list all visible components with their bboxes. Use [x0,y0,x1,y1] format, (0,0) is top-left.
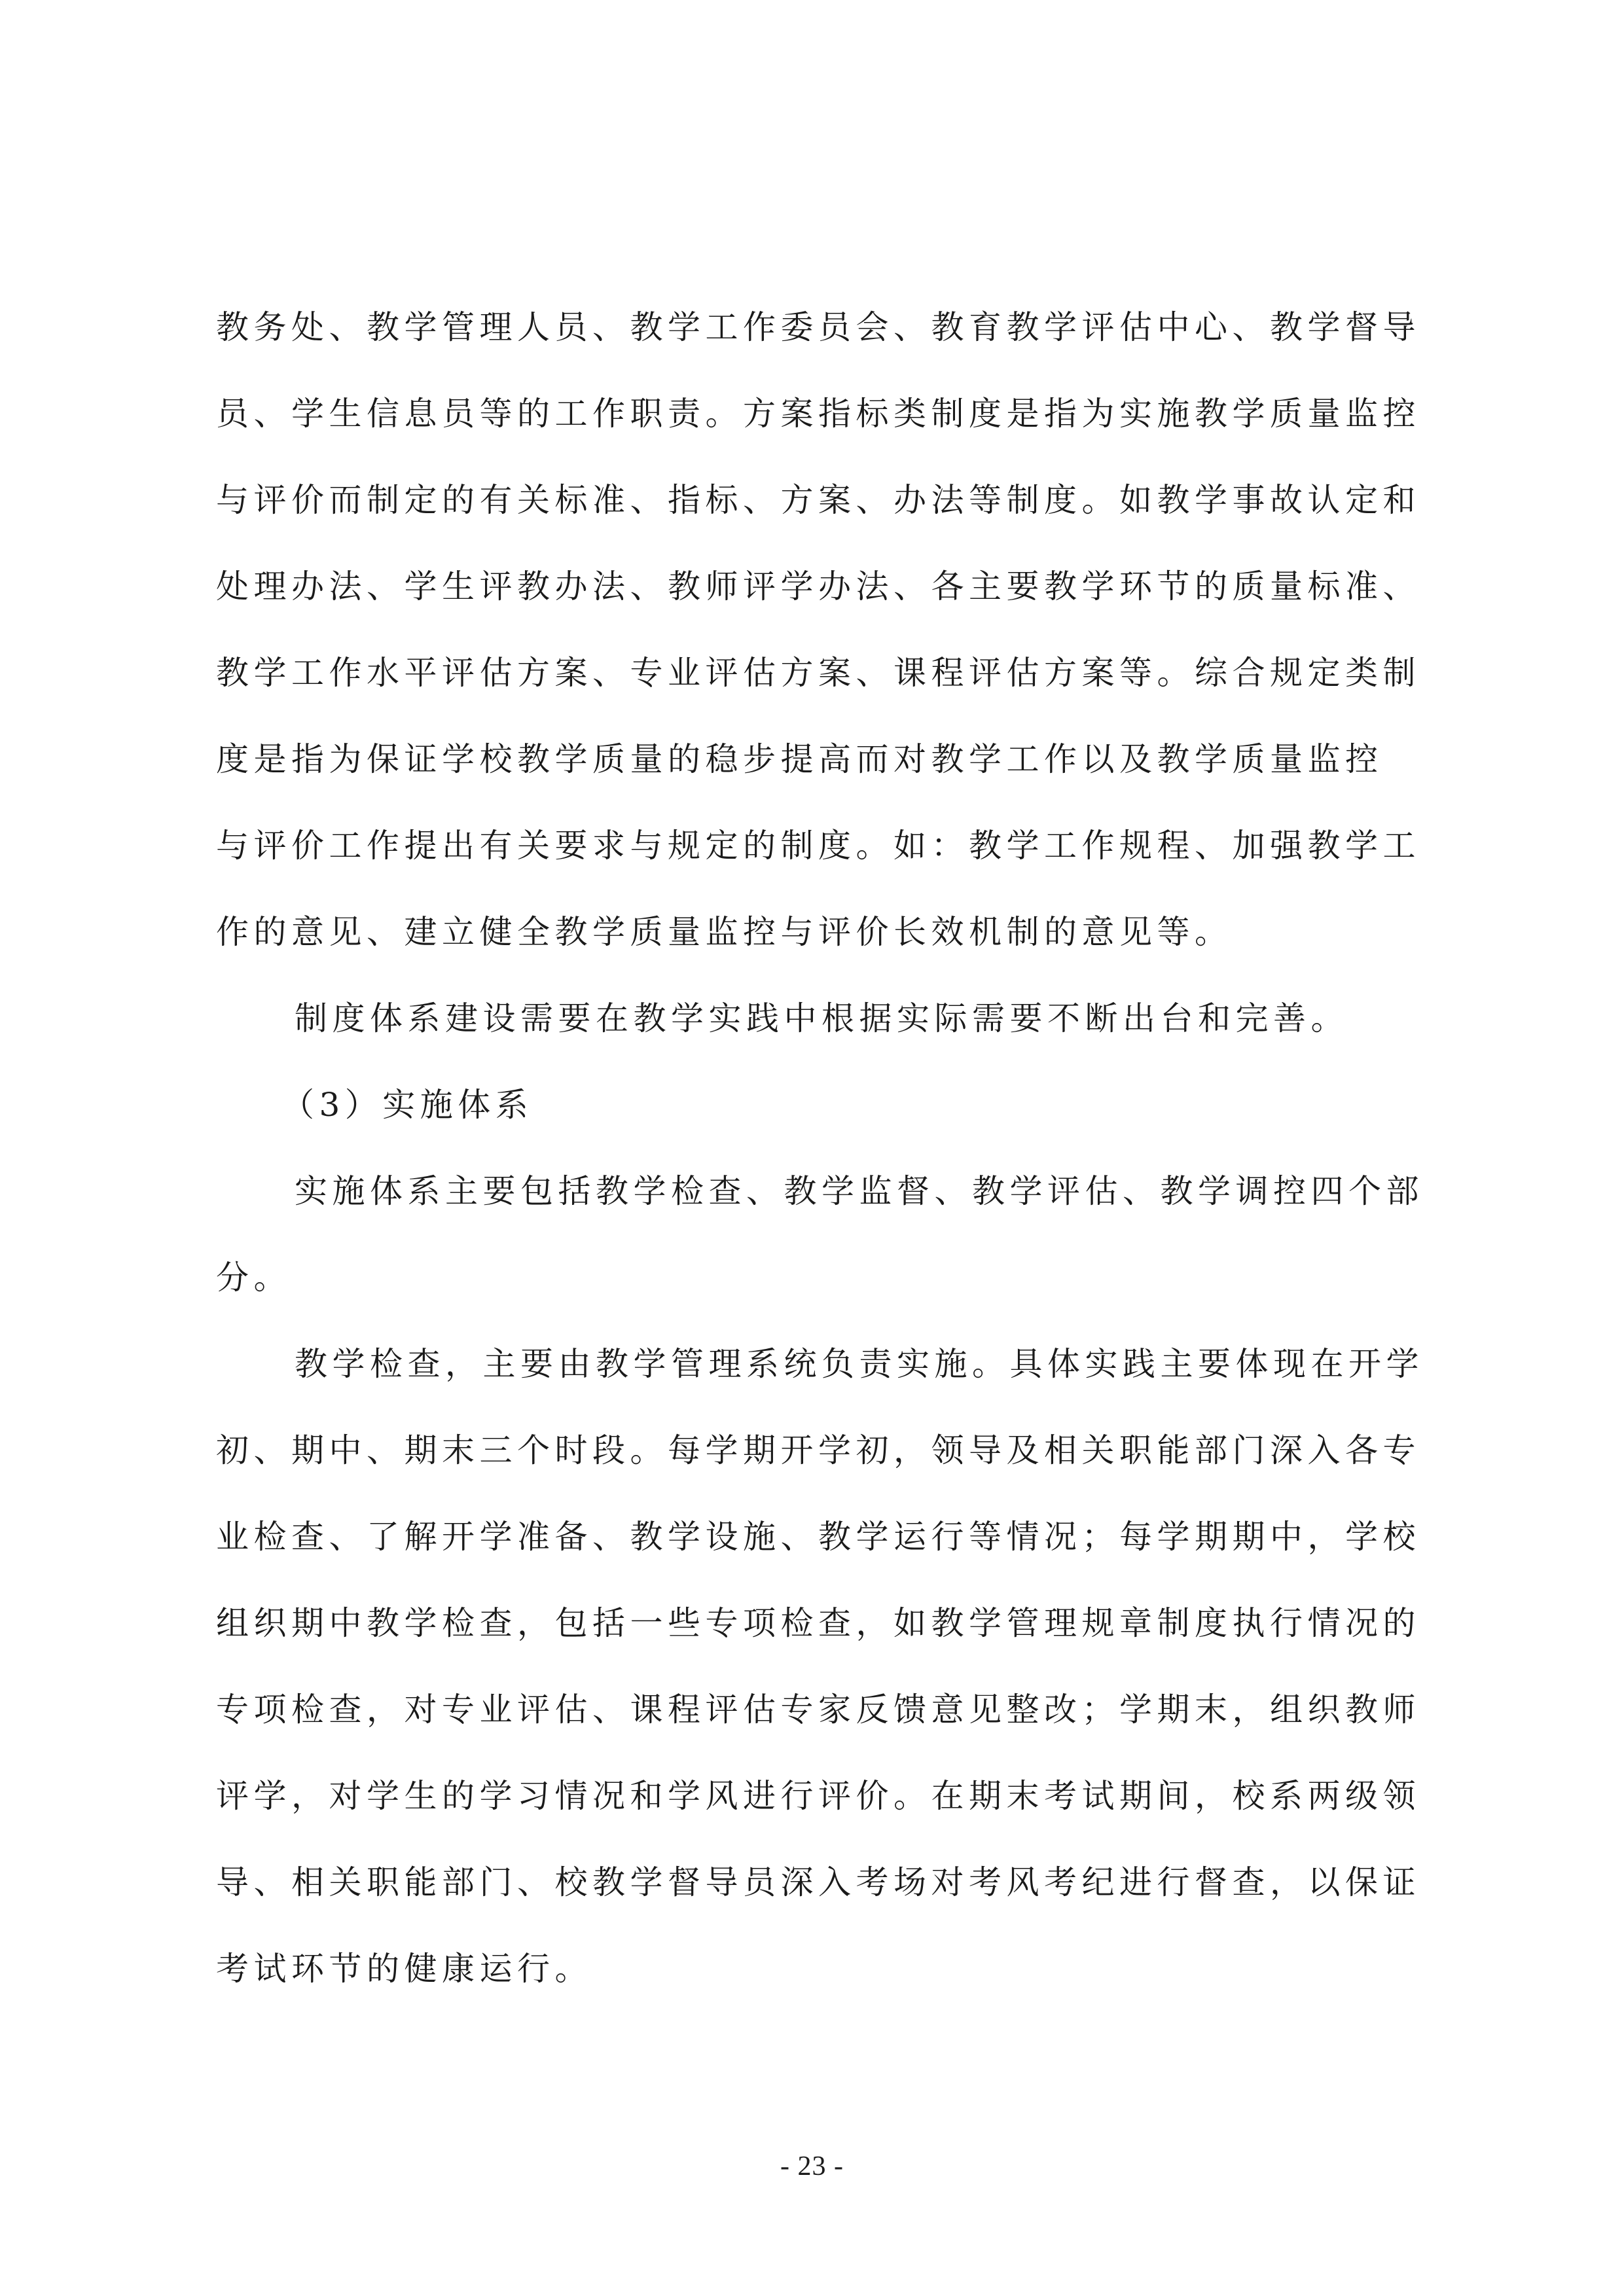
paragraph-1-line-1: 教务处、教学管理人员、教学工作委员会、教育教学评估中心、教学督导 [216,308,1420,346]
section-heading: （3）实施体系 [281,1086,533,1124]
paragraph-4-line-2: 初、期中、期末三个时段。每学期开学初，领导及相关职能部门深入各专 [216,1431,1420,1469]
paragraph-1-line-8: 作的意见、建立健全教学质量监控与评价长效机制的意见等。 [216,913,1233,951]
paragraph-2-line-1: 制度体系建设需要在教学实践中根据实际需要不断出台和完善。 [295,999,1348,1037]
paragraph-4-line-4: 组织期中教学检查，包括一些专项检查，如教学管理规章制度执行情况的 [216,1604,1420,1642]
paragraph-4-line-8: 考试环节的健康运行。 [216,1950,592,1988]
paragraph-1-line-5: 教学工作水平评估方案、专业评估方案、课程评估方案等。综合规定类制 [216,654,1420,692]
paragraph-1-line-3: 与评价而制定的有关标准、指标、方案、办法等制度。如教学事故认定和 [216,481,1420,519]
paragraph-1-line-4: 处理办法、学生评教办法、教师评学办法、各主要教学环节的质量标准、 [216,567,1420,605]
paragraph-1-line-7: 与评价工作提出有关要求与规定的制度。如：教学工作规程、加强教学工 [216,827,1420,865]
paragraph-1-line-6: 度是指为保证学校教学质量的稳步提高而对教学工作以及教学质量监控 [216,740,1383,778]
paragraph-4-line-6: 评学，对学生的学习情况和学风进行评价。在期末考试期间，校系两级领 [216,1777,1420,1815]
paragraph-4-line-5: 专项检查，对专业评估、课程评估专家反馈意见整改；学期末，组织教师 [216,1691,1420,1729]
paragraph-3-line-2: 分。 [216,1259,291,1297]
paragraph-4-line-7: 导、相关职能部门、校教学督导员深入考场对考风考纪进行督查，以保证 [216,1863,1420,1901]
paragraph-1-line-2: 员、学生信息员等的工作职责。方案指标类制度是指为实施教学质量监控 [216,395,1420,433]
paragraph-4-line-3: 业检查、了解开学准备、教学设施、教学运行等情况；每学期期中，学校 [216,1518,1420,1556]
paragraph-4-line-1: 教学检查，主要由教学管理系统负责实施。具体实践主要体现在开学 [295,1345,1424,1383]
paragraph-3-line-1: 实施体系主要包括教学检查、教学监督、教学评估、教学调控四个部 [295,1172,1424,1210]
page-number: - 23 - [780,2151,844,2181]
